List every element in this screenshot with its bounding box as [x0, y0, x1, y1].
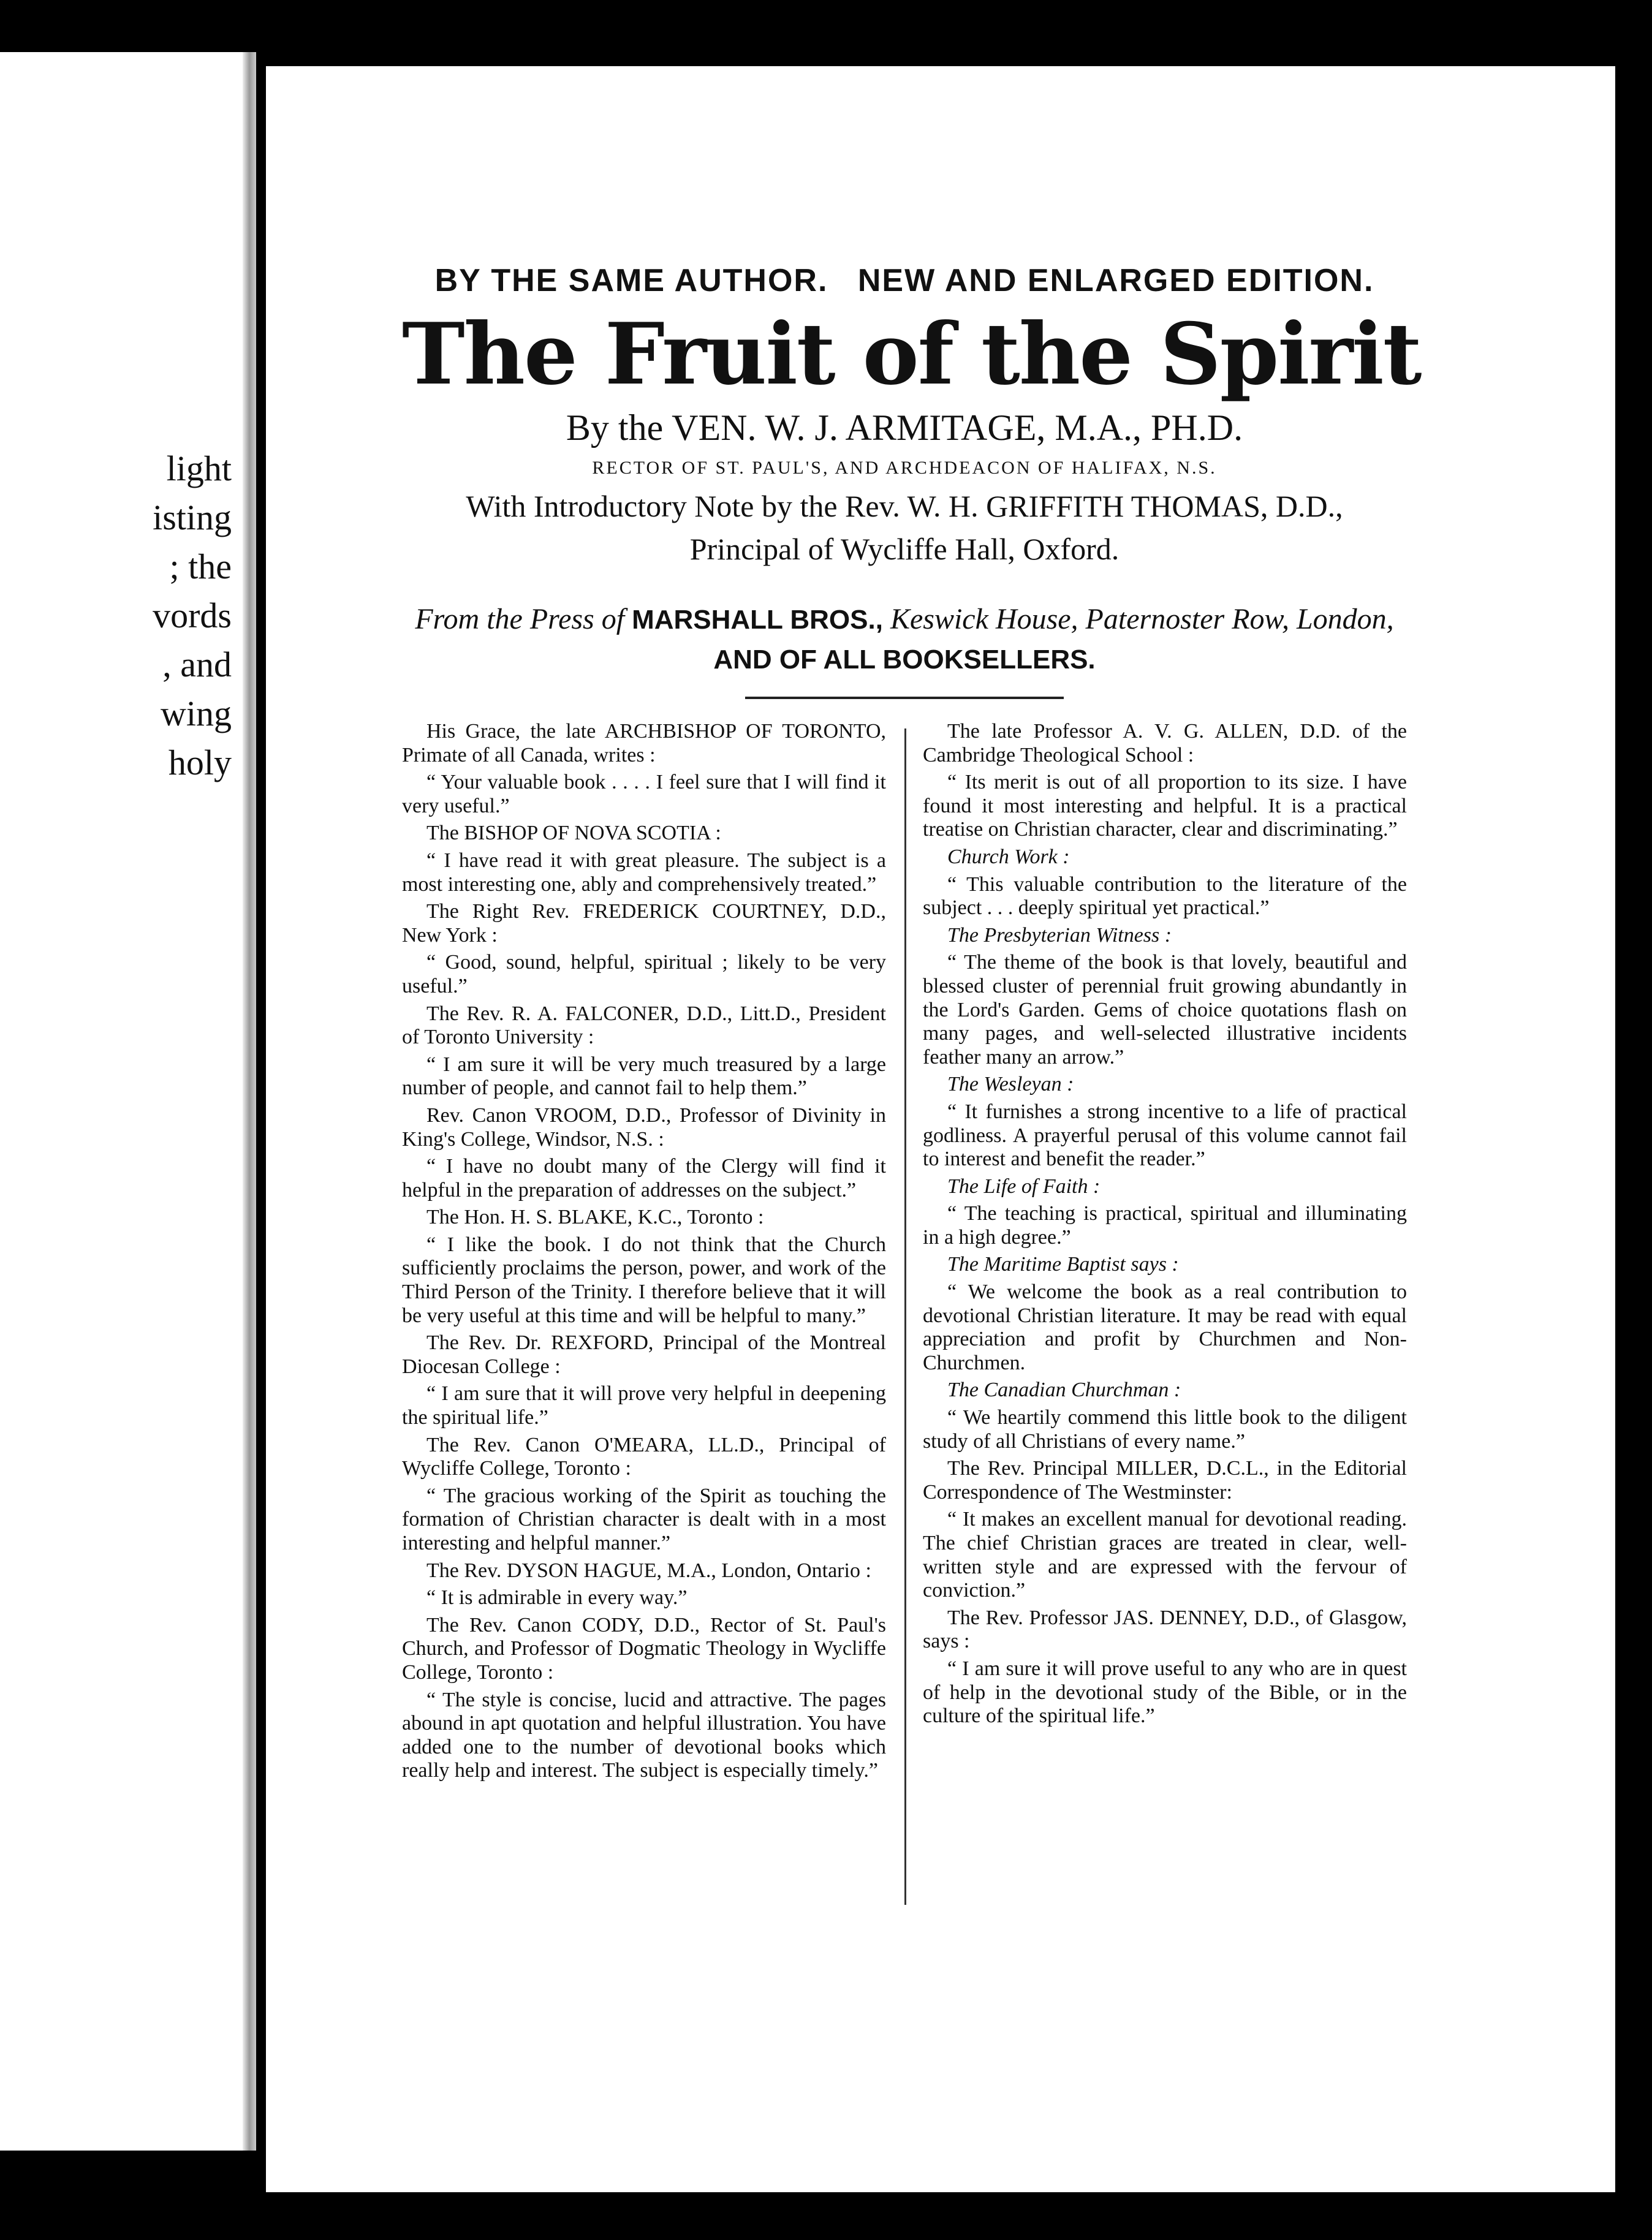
testimonial-quote: “ This valuable contribution to the literature of the subject . . . deeply spiritual yet practical.” [923, 872, 1407, 920]
testimonial-source: The BISHOP OF NOVA SCOTIA : [426, 822, 721, 845]
testimonial-quote: “ It furnishes a strong incentive to a life of practical godliness. A prayerful perusal of this volume cannot fail to interest and benefit the reader.” [923, 1100, 1407, 1171]
testimonial-source: The Rev. R. A. FALCONER, D.D., Litt.D., President of Toronto University : [402, 1002, 886, 1049]
testimonial-quote: “ The theme of the book is that lovely, beautiful and blessed cluster of perennial fruit growing abundantly in the Lord's Garden. Gems of choice quotations flash on many pages, and well-selected illustrative incidents feather many an arrow.” [923, 951, 1407, 1069]
testimonial-source: His Grace, the late ARCHBISHOP OF TORONTO, Primate of all Canada, writes : [402, 720, 886, 766]
fragment-line: , and [162, 645, 232, 684]
author-line: By the VEN. W. J. ARMITAGE, M.A., PH.D. [566, 407, 1243, 448]
fragment-line: light [166, 448, 232, 488]
rector-line: RECTOR OF ST. PAUL'S, AND ARCHDEACON OF HALIFAX, N.S. [592, 458, 1217, 478]
fragment-line: holy [168, 743, 232, 782]
right-column [923, 720, 1407, 1732]
testimonial-source: The Canadian Churchman : [947, 1379, 1181, 1402]
testimonial-source: The Rev. Professor JAS. DENNEY, D.D., of Glasgow, says : [923, 1606, 1407, 1653]
page-binding [243, 52, 256, 2151]
edition-note: NEW AND ENLARGED EDITION. [857, 263, 1374, 298]
testimonial-quote: “ I am sure that it will prove very helpful in deepening the spiritual life.” [402, 1382, 886, 1429]
testimonial-quote: “ It makes an excellent manual for devotional reading. The chief Christian graces are treated in clear, well-written style and are expressed with the fervour of conviction.” [923, 1508, 1407, 1602]
testimonial-source: The Right Rev. FREDERICK COURTNEY, D.D., New York : [402, 900, 886, 947]
left-page [0, 52, 256, 2151]
intro-note [402, 485, 1407, 570]
testimonial-source: Church Work : [947, 845, 1070, 868]
testimonial-source: The Life of Faith : [947, 1175, 1101, 1198]
press-suffix: AND OF ALL BOOKSELLERS. [713, 645, 1096, 675]
fragment-line: vords [153, 596, 232, 635]
top-line [402, 262, 1407, 299]
testimonial-source: The Rev. Canon CODY, D.D., Rector of St. Paul's Church, and Professor of Dogmatic Theology in Wycliffe College, Toronto : [402, 1613, 886, 1684]
intro-line: Principal of Wycliffe Hall, Oxford. [689, 532, 1120, 566]
testimonial-source: The Hon. H. S. BLAKE, K.C., Toronto : [426, 1206, 764, 1229]
header-rule [745, 697, 1064, 699]
testimonial-quote: “ The gracious working of the Spirit as touching the formation of Christian character is dealt with in a most interesting and helpful manner.” [402, 1484, 886, 1554]
testimonial-source: The Maritime Baptist says : [947, 1253, 1179, 1276]
testimonial-source: The Rev. Dr. REXFORD, Principal of the Montreal Diocesan College : [402, 1331, 886, 1378]
testimonial-quote: “ I like the book. I do not think that the Church sufficiently proclaims the person, power, and work of the Third Person of the Trinity. I therefore believe that it will be very useful at this time and will be helpful to many.” [402, 1233, 886, 1327]
press-place: Keswick House, Paternoster Row, London, [890, 603, 1394, 635]
testimonial-quote: “ Your valuable book . . . . I feel sure that I will find it very useful.” [402, 771, 886, 817]
testimonial-quote: “ It is admirable in every way.” [426, 1586, 688, 1610]
testimonial-quote: “ I am sure it will prove useful to any who are in quest of help in the devotional study of the Bible, or in the culture of the spiritual life.” [923, 1657, 1407, 1728]
press-publisher: MARSHALL BROS., [632, 605, 883, 635]
testimonial-quote: “ We heartily commend this little book to the diligent study of all Christians of every name.” [923, 1406, 1407, 1453]
column-divider [904, 728, 906, 1905]
testimonial-source: The Presbyterian Witness : [947, 923, 1172, 947]
fragment-line: wing [161, 694, 232, 733]
fragment-line: isting [153, 498, 232, 537]
fragment-line: ; the [169, 547, 232, 586]
testimonial-source: The Rev. Canon O'MEARA, LL.D., Principal of Wycliffe College, Toronto : [402, 1433, 886, 1480]
testimonial-quote: “ The style is concise, lucid and attractive. The pages abound in apt quotation and helpful illustration. You have added one to the number of devotional books which really help and interest. The subject is especially timely.” [402, 1688, 886, 1782]
advertisement-block [402, 262, 1421, 1945]
intro-line: With Introductory Note by the Rev. W. H. GRIFFITH THOMAS, D.D., [466, 489, 1343, 523]
testimonial-source: Rev. Canon VROOM, D.D., Professor of Divinity in King's College, Windsor, N.S. : [402, 1103, 886, 1151]
press-prefix: From the Press of [415, 603, 625, 635]
by-same-author: BY THE SAME AUTHOR. [434, 263, 828, 298]
testimonial-source: The late Professor A. V. G. ALLEN, D.D. of the Cambridge Theological School : [923, 720, 1407, 766]
left-page-fragments [153, 444, 232, 787]
right-page [266, 66, 1615, 2192]
testimonial-quote: “ I am sure it will be very much treasured by a large number of people, and cannot fail to help them.” [402, 1053, 886, 1100]
testimonial-quote: “ We welcome the book as a real contribution to devotional Christian literature. It may be read with equal appreciation and profit by Churchmen and Non-Churchmen. [923, 1281, 1407, 1374]
testimonial-source: The Rev. DYSON HAGUE, M.A., London, Ontario : [426, 1559, 871, 1582]
testimonial-source: The Wesleyan : [947, 1073, 1074, 1096]
press-line [402, 600, 1407, 679]
testimonial-quote: “ Good, sound, helpful, spiritual ; likely to be very useful.” [402, 951, 886, 997]
testimonial-quote: “ Its merit is out of all proportion to its size. I have found it most interesting and helpful. It is a practical treatise on Christian character, clear and discriminating.” [923, 771, 1407, 841]
testimonials [402, 720, 1407, 1945]
testimonial-source: The Rev. Principal MILLER, D.C.L., in the Editorial Correspondence of The Westminster: [923, 1457, 1407, 1504]
book-title: The Fruit of the Spirit [402, 304, 1421, 404]
testimonial-quote: “ The teaching is practical, spiritual and illuminating in a high degree.” [923, 1202, 1407, 1249]
testimonial-quote: “ I have read it with great pleasure. The subject is a most interesting one, ably and comprehensively treated.” [402, 849, 886, 896]
left-column [402, 720, 886, 1787]
testimonial-quote: “ I have no doubt many of the Clergy will find it helpful in the preparation of addresses on the subject.” [402, 1155, 886, 1201]
